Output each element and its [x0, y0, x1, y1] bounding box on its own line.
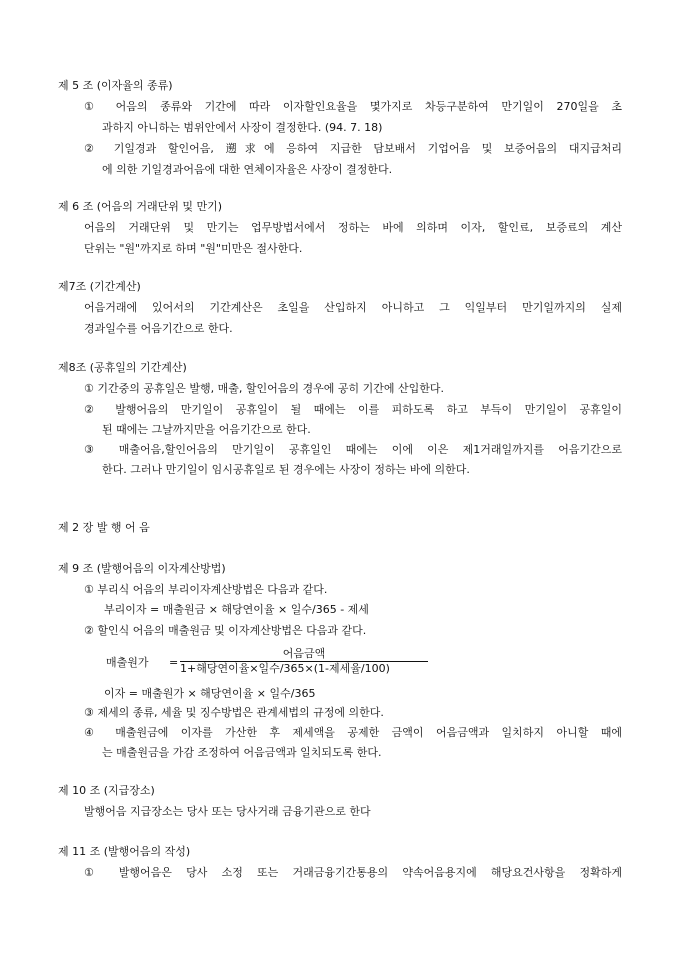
- formula-numerator: 어음금액: [282, 647, 326, 660]
- article-11-heading: 제 11 조 (발행어음의 작성): [58, 845, 191, 858]
- article-8-para-1: ① 기간중의 공휴일은 발행, 매출, 할인어음의 경우에 공히 기간에 산입한다.: [84, 382, 444, 395]
- article-8-heading: 제8조 (공휴일의 기간계산): [58, 361, 187, 374]
- article-8-para-3-line-1: ③ 매출어음,할인어음의 만기일이 공휴일인 때에는 이에 이은 제1거래일까지를 어음기간으로: [84, 443, 622, 456]
- article-6-heading: 제 6 조 (어음의 거래단위 및 만기): [58, 200, 223, 213]
- article-7-body-line-1: 어음거래에 있어서의 기간계산은 초일을 산입하지 아니하고 그 익일부터 만기일까지의 실제: [84, 301, 622, 314]
- article-9-formula-simple-interest: 부리이자 = 매출원금 × 해당연이율 × 일수/365 - 제세: [104, 603, 369, 616]
- article-9-para-2: ② 할인식 어음의 매출원금 및 이자계산방법은 다음과 같다.: [84, 624, 367, 637]
- article-8-para-2-line-1: ② 발행어음의 만기일이 공휴일이 될 때에는 이를 피하도록 하고 부득이 만기일이 공휴일이: [84, 403, 622, 416]
- article-5-para-1-line-2: 과하지 아니하는 범위안에서 사장이 결정한다. (94. 7. 18): [102, 121, 383, 134]
- chapter-2-heading: 제 2 장 발 행 어 음: [58, 521, 150, 534]
- article-5-heading: 제 5 조 (이자율의 종류): [58, 79, 173, 92]
- article-9-para-4-line-1: ④ 매출원금에 이자를 가산한 후 제세액을 공제한 금액이 어음금액과 일치하지 아니할 때에: [84, 726, 622, 739]
- article-8-para-3-line-2: 한다. 그러나 만기일이 임시공휴일로 된 경우에는 사장이 정하는 바에 의한다.: [102, 463, 470, 476]
- article-8-para-2-line-2: 된 때에는 그날까지만을 어음기간으로 한다.: [102, 423, 311, 436]
- article-6-body-line-2: 단위는 "원"까지로 하며 "원"미만은 절사한다.: [84, 242, 303, 255]
- article-9-para-4-line-2: 는 매출원금을 가감 조정하여 어음금액과 일치되도록 한다.: [102, 746, 382, 759]
- article-6-body-line-1: 어음의 거래단위 및 만기는 업무방법서에서 정하는 바에 의하며 이자, 할인료, 보증료의 계산: [84, 221, 622, 234]
- article-11-para-1-line-1: ① 발행어음은 당사 소정 또는 거래금융기간통용의 약속어음용지에 해당요건사항을 정확하게: [84, 866, 622, 879]
- article-5-para-2-line-1: ② 기일경과 할인어음, 遡求에 응하여 지급한 담보배서 기업어음 및 보증어음의 대지급처리: [84, 142, 622, 155]
- formula-denominator: 1+해당연이율×일수/365×(1-제세율/100): [180, 662, 390, 675]
- article-9-para-3: ③ 제세의 종류, 세율 및 징수방법은 관계세법의 규정에 의한다.: [84, 706, 384, 719]
- formula-equals-sign: =: [169, 656, 179, 669]
- article-9-formula-interest: 이자 = 매출원가 × 해당연이율 × 일수/365: [104, 687, 316, 700]
- article-5-para-2-line-2: 에 의한 기일경과어음에 대한 연체이자율은 사장이 결정한다.: [102, 163, 393, 176]
- article-10-body: 발행어음 지급장소는 당사 또는 당사거래 금융기관으로 한다: [84, 805, 371, 818]
- article-9-heading: 제 9 조 (발행어음의 이자계산방법): [58, 562, 226, 575]
- article-7-body-line-2: 경과일수를 어음기간으로 한다.: [84, 322, 233, 335]
- article-5-para-1-line-1: ① 어음의 종류와 기간에 따라 이자할인요율을 몇가지로 차등구분하여 만기일이 270일을 초: [84, 100, 622, 113]
- formula-sale-price-label: 매출원가: [106, 656, 149, 669]
- article-7-heading: 제7조 (기간계산): [58, 280, 141, 293]
- article-10-heading: 제 10 조 (지급장소): [58, 784, 155, 797]
- article-9-para-1: ① 부리식 어음의 부리이자계산방법은 다음과 같다.: [84, 583, 328, 596]
